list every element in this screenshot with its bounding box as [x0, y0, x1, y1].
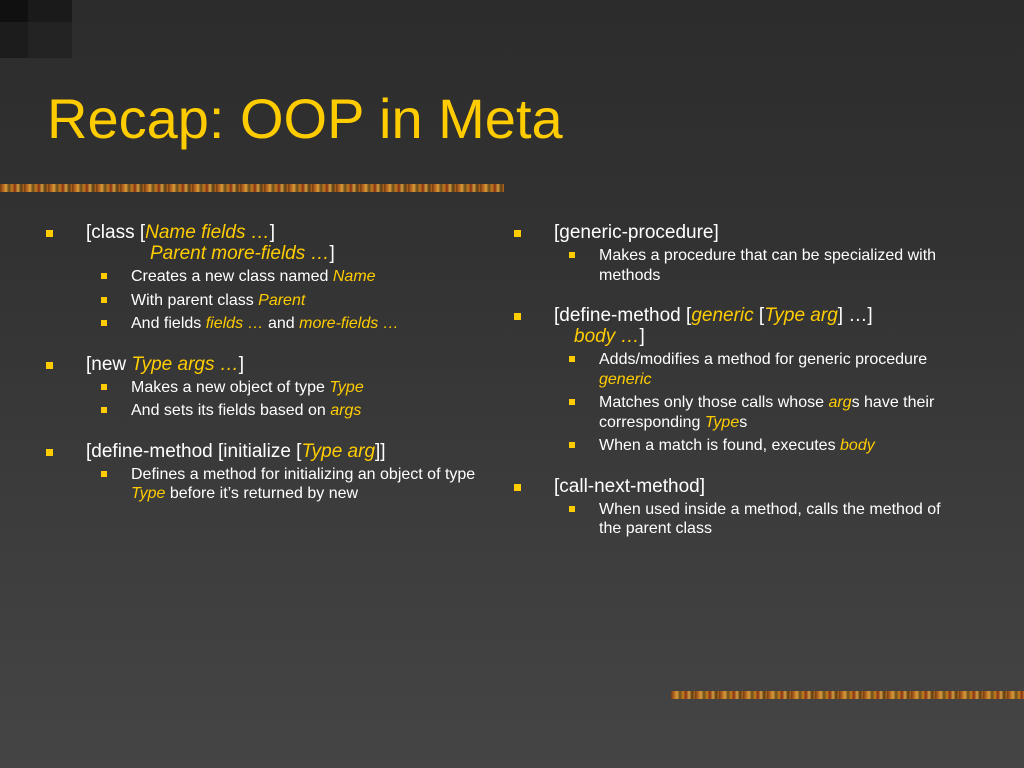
sub-bullet-marker	[569, 399, 575, 405]
sub-bullet-marker	[101, 471, 107, 477]
text-fragment: before it’s returned by new	[165, 485, 359, 502]
italic-fragment: body	[840, 437, 875, 454]
sub-bullet-marker	[569, 442, 575, 448]
corner-square	[28, 0, 72, 22]
sub-list	[86, 465, 476, 504]
bullet-marker	[46, 230, 53, 237]
continuation-line	[554, 326, 954, 347]
bullet-text	[86, 222, 476, 264]
sub-bullet	[554, 500, 954, 539]
text-fragment: With parent class	[131, 291, 259, 309]
bullet-marker	[514, 230, 521, 237]
italic-fragment: Type	[131, 485, 166, 502]
text-fragment: ]	[238, 353, 245, 375]
sub-bullet-marker	[101, 273, 107, 279]
left-column	[46, 222, 476, 508]
text-fragment: Defines a method for initializing an object of type	[131, 465, 476, 483]
sub-bullet	[554, 246, 954, 285]
sub-bullet	[86, 465, 476, 504]
slide-title: Recap: OOP in Meta	[47, 87, 563, 150]
corner-decoration	[0, 0, 72, 58]
sub-bullet	[86, 314, 476, 334]
corner-square	[0, 0, 28, 22]
text-fragment: Makes a procedure that can be specialized with methods	[599, 247, 937, 284]
right-column	[514, 222, 954, 543]
bullet-text	[86, 441, 476, 462]
bullet-marker	[514, 313, 521, 320]
text-fragment: and	[263, 315, 300, 332]
bullet-text	[86, 354, 476, 375]
bullet-text	[554, 305, 954, 347]
sub-bullet	[86, 291, 476, 311]
italic-fragment: Name	[332, 268, 376, 285]
sub-bullet-marker	[569, 252, 575, 258]
text-fragment: Makes a new object of type	[131, 378, 330, 396]
sub-list	[554, 246, 954, 285]
bullet-marker	[514, 484, 521, 491]
text-fragment: [new	[86, 353, 132, 375]
italic-fragment: args	[330, 402, 362, 419]
bullet-generic-procedure	[514, 222, 954, 285]
sub-list	[554, 500, 954, 539]
text-fragment: ]	[639, 326, 645, 347]
text-fragment: ]	[329, 243, 335, 264]
italic-fragment: generic	[691, 305, 754, 326]
italic-fragment: Type arg	[764, 305, 838, 326]
italic-fragment: Name fields …	[145, 222, 270, 243]
sub-bullet-marker	[101, 384, 107, 390]
italic-fragment: Type arg	[301, 440, 376, 462]
bullet-text	[554, 222, 954, 243]
bullet-class	[46, 222, 476, 334]
text-fragment: [class [	[86, 222, 146, 243]
text-fragment: And fields	[131, 315, 206, 332]
text-fragment: [define-method [	[554, 305, 692, 326]
italic-fragment: Parent	[258, 291, 306, 309]
continuation-line	[86, 243, 476, 264]
sub-bullet	[86, 267, 476, 287]
sub-bullet	[554, 393, 954, 432]
sub-bullet-marker	[569, 356, 575, 362]
text-fragment: When used inside a method, calls the method of the parent class	[599, 500, 941, 537]
sub-bullet	[554, 350, 954, 389]
sub-bullet-marker	[101, 407, 107, 413]
corner-square	[28, 22, 72, 58]
text-fragment: [	[753, 305, 765, 326]
text-fragment: Matches only those calls whose	[599, 394, 829, 411]
italic-fragment: Type	[704, 413, 740, 431]
bullet-marker	[46, 362, 53, 369]
italic-fragment: Type	[329, 378, 364, 396]
text-fragment: Creates a new class named	[131, 268, 333, 285]
sub-bullet-marker	[101, 297, 107, 303]
text-fragment: ]	[867, 305, 873, 326]
text-fragment: [call-next-method]	[554, 475, 706, 497]
sub-bullet	[86, 378, 476, 398]
text-fragment: Adds/modifies a method for generic procedure	[599, 351, 928, 368]
text-fragment: ]]	[375, 440, 386, 462]
bullet-marker	[46, 449, 53, 456]
sub-bullet	[554, 436, 954, 456]
bullet-define-method	[514, 305, 954, 456]
bullet-call-next-method	[514, 476, 954, 539]
sub-list	[554, 350, 954, 456]
bullet-new	[46, 354, 476, 421]
sub-bullet-marker	[569, 506, 575, 512]
text-fragment: [generic-procedure]	[554, 222, 719, 243]
text-fragment: s have their corresponding	[599, 394, 935, 431]
italic-fragment: Parent more-fields …	[150, 243, 330, 264]
decorative-stripe-top	[0, 184, 504, 192]
text-fragment: s	[739, 413, 748, 431]
italic-fragment: Type args …	[131, 353, 239, 375]
decorative-stripe-bottom	[671, 691, 1024, 699]
bullet-text	[554, 476, 954, 497]
sub-bullet	[86, 401, 476, 421]
text-fragment: And sets its fields based on	[131, 402, 331, 419]
sub-list	[86, 267, 476, 334]
sub-bullet-marker	[101, 320, 107, 326]
text-fragment: ]	[269, 222, 276, 243]
corner-square	[0, 22, 28, 58]
italic-fragment: body …	[574, 326, 640, 347]
text-fragment: ] …	[837, 305, 868, 326]
italic-fragment: fields …	[205, 315, 264, 332]
sub-list	[86, 378, 476, 421]
text-fragment: [define-method [initialize [	[86, 440, 302, 462]
italic-fragment: more-fields …	[299, 315, 399, 332]
italic-fragment: arg	[828, 394, 852, 411]
bullet-initialize	[46, 441, 476, 504]
text-fragment: When a match is found, executes	[599, 437, 841, 454]
italic-fragment: generic	[599, 370, 652, 388]
